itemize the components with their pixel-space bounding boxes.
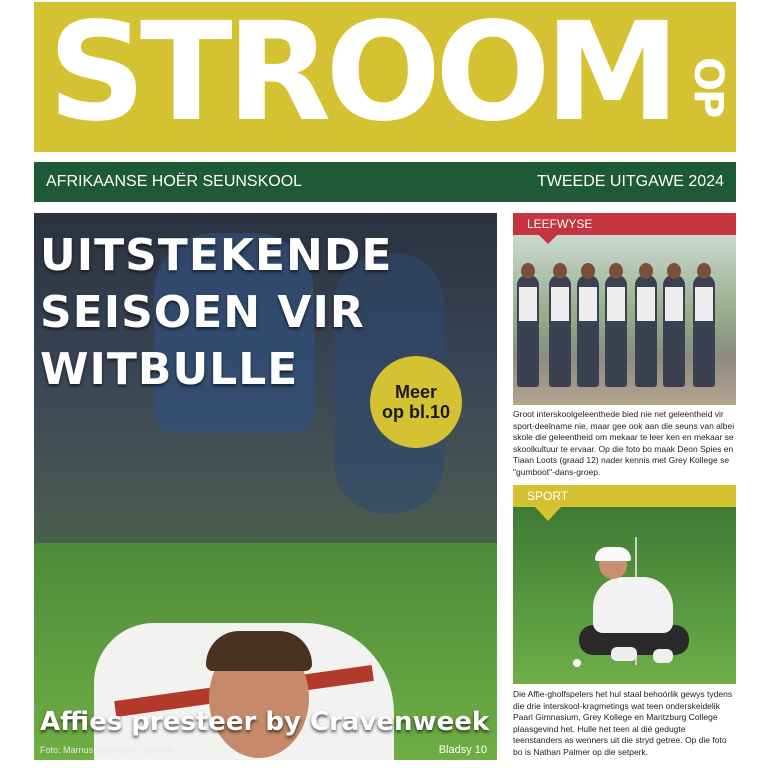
sport-photo bbox=[513, 507, 736, 684]
student-face bbox=[553, 263, 567, 279]
student-shirt bbox=[519, 287, 537, 321]
student-shirt bbox=[665, 287, 683, 321]
student-shirt bbox=[607, 287, 625, 321]
label-notch bbox=[535, 507, 561, 521]
section-label-sport: SPORT bbox=[513, 485, 736, 507]
leefwyse-caption: Groot interskoolgeleenthede bied nie net geleentheid vir sport-deelname nie, maar gee ook aan die seuns van albei skole die geleentheid om mekaar te leer ken en mekaar se skoolkultuur te ervaar. Op die foto bo maak Deon Spies en Tiaan Loots (graad 12) nader kennis met Grey Kollege se "gumboot"-dans-groep. bbox=[513, 409, 735, 477]
photo-credit: Foto: Marnus Supersport Schools bbox=[40, 745, 175, 755]
more-badge[interactable] bbox=[370, 356, 462, 448]
hero-photo bbox=[34, 213, 497, 760]
section-label-leefwyse: LEEFWYSE bbox=[513, 213, 736, 235]
school-name: AFRIKAANSE HOËR SEUNSKOOL bbox=[46, 173, 303, 190]
golfer-cap bbox=[595, 547, 631, 561]
student-face bbox=[697, 263, 711, 279]
student-shirt bbox=[551, 287, 569, 321]
student-shirt bbox=[637, 287, 655, 321]
golfer-body bbox=[593, 577, 673, 633]
player-hair bbox=[206, 631, 312, 671]
golf-ball bbox=[573, 659, 581, 667]
student-face bbox=[639, 263, 653, 279]
edition-label: TWEEDE UITGAWE 2024 bbox=[537, 173, 724, 190]
student-face bbox=[667, 263, 681, 279]
badge-line: Meer bbox=[394, 382, 438, 402]
student-face bbox=[581, 263, 595, 279]
golfer-shoe bbox=[653, 649, 673, 663]
page-reference: Bladsy 10 bbox=[438, 744, 487, 756]
masthead-title: STROOM bbox=[48, 2, 675, 152]
headline-line: WITBULLE bbox=[40, 344, 299, 395]
masthead bbox=[34, 2, 736, 152]
headline-line: SEISOEN VIR bbox=[40, 287, 365, 338]
golfer-shoe bbox=[611, 647, 637, 661]
masthead-suffix: OP bbox=[685, 57, 731, 117]
student-shirt bbox=[695, 287, 713, 321]
sport-caption: Die Affie-gholfspelers het hul staal behoórlik gewys tydens die drie interskool-kragmetings wat teen onderskeidelik Paarl Gimnasium, Grey Kollege en Maritzburg College plaasgevind het. Hulle het teen al dié gedugte teenstanders as wenners uit die stryd getree. Op die foto bo is Nathan Palmer op die setperk. bbox=[513, 689, 733, 757]
badge-line: op bl.10 bbox=[381, 402, 450, 422]
student-face bbox=[521, 263, 535, 279]
label-notch bbox=[539, 235, 557, 244]
student-shirt bbox=[579, 287, 597, 321]
hero-subheadline: Affies presteer by Cravenweek bbox=[40, 707, 490, 737]
edition-bar bbox=[34, 162, 736, 202]
headline-line: UITSTEKENDE bbox=[40, 230, 393, 281]
student-face bbox=[609, 263, 623, 279]
